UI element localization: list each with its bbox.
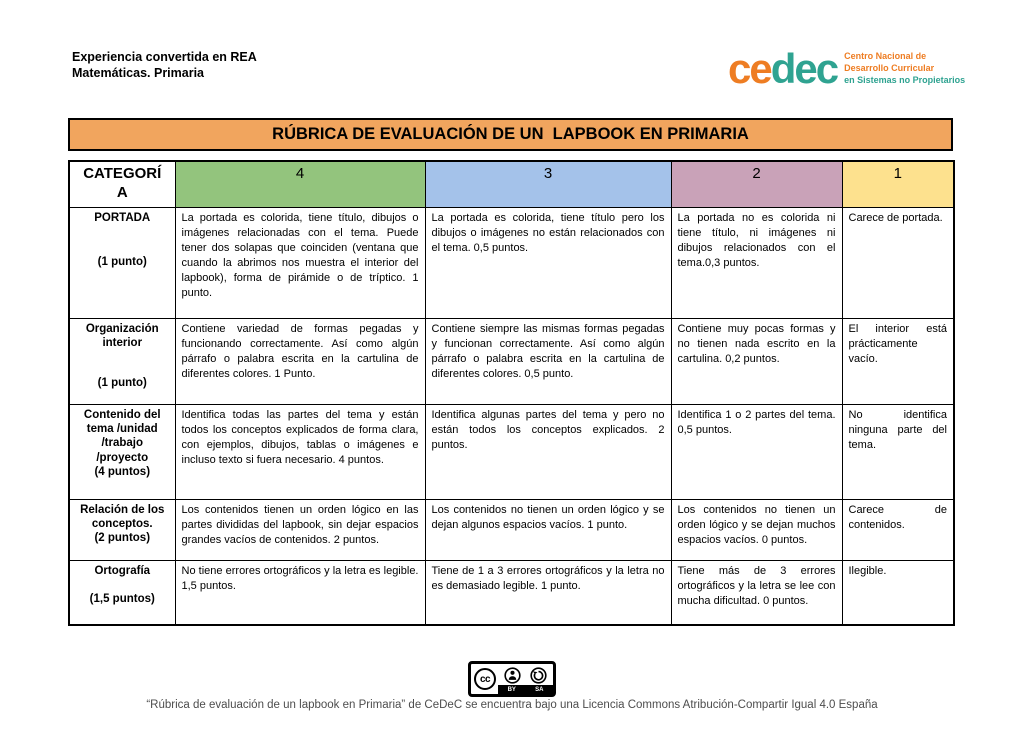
category-cell: Organización interior (1 punto) — [69, 318, 175, 404]
criterion-cell: Tiene más de 3 errores ortográficos y la letra se lee con mucha dificultad. 0 puntos. — [671, 560, 842, 625]
criterion-cell: Identifica 1 o 2 partes del tema. 0,5 puntos. — [671, 404, 842, 499]
cedec-logo-wordmark — [728, 45, 838, 92]
tagline-line-2: Desarrollo Curricular — [844, 63, 935, 74]
document-heading — [72, 49, 257, 82]
logo-dec: dec — [770, 45, 838, 92]
criterion-cell: Identifica todas las partes del tema y están todos los conceptos explicados de forma clara, con ejemplos, dibujos, tablas o imágenes e incluso texto si fuera necesario. 4 puntos. — [175, 404, 425, 499]
level-header-2: 2 — [671, 161, 842, 207]
cc-by-label: BY — [507, 686, 516, 693]
rubric-header-row — [69, 161, 954, 207]
rubric-title-bar — [68, 118, 953, 151]
criterion-cell: No identifica ninguna parte del tema. — [842, 404, 954, 499]
category-cell: Ortografía (1,5 puntos) — [69, 560, 175, 625]
license-text: “Rúbrica de evaluación de un lapbook en Primaria” de CeDeC se encuentra bajo una Licencia Commons Atribución-Compartir Igual 4.0 España — [146, 699, 878, 711]
level-header-4: 4 — [175, 161, 425, 207]
cedec-logo — [728, 45, 966, 92]
criterion-cell: Contiene variedad de formas pegadas y funcionando correctamente. Así como algún párrafo o palabra escrita en la cartulina de diferentes colores. 1 Punto. — [175, 318, 425, 404]
level-header-1: 1 — [842, 161, 954, 207]
cc-license-badge — [468, 661, 556, 697]
criterion-cell: La portada es colorida, tiene título pero los dibujos o imágenes no están relacionados con el tema. 0,5 puntos. — [425, 207, 671, 318]
table-row-relacion — [69, 499, 954, 560]
category-cell: Contenido del tema /unidad /trabajo /proyecto (4 puntos) — [69, 404, 175, 499]
criterion-cell: Los contenidos no tienen un orden lógico y se dejan algunos espacios vacíos. 1 punto. — [425, 499, 671, 560]
criterion-cell: Ilegible. — [842, 560, 954, 625]
level-header-3: 3 — [425, 161, 671, 207]
criterion-cell: El interior está prácticamente vacío. — [842, 318, 954, 404]
category-cell: Relación de los conceptos. (2 puntos) — [69, 499, 175, 560]
criterion-cell: La portada no es colorida ni tiene título, ni imágenes ni dibujos relacionados con el tema.0,3 puntos. — [671, 207, 842, 318]
tagline-line-1: Centro Nacional de — [844, 51, 927, 62]
table-row-contenido — [69, 404, 954, 499]
criterion-cell: Tiene de 1 a 3 errores ortográficos y la letra no es demasiado legible. 1 punto. — [425, 560, 671, 625]
cc-icon: cc — [474, 668, 496, 690]
category-cell: PORTADA (1 punto) — [69, 207, 175, 318]
criterion-cell: La portada es colorida, tiene título, dibujos o imágenes relacionadas con el tema. Puede tener dos solapas que coinciden (ventana que cuando la abrimos nos muestra el interior del lapbook), forma de pirámide o de tríptico. 1 punto. — [175, 207, 425, 318]
rubric-table — [68, 160, 955, 626]
table-row-ortografia — [69, 560, 954, 625]
criterion-cell: Identifica algunas partes del tema y pero no están todos los conceptos explicados. 2 puntos. — [425, 404, 671, 499]
criterion-cell: Contiene siempre las mismas formas pegadas y funcionan correctamente. Así como algún párrafo o palabra escrita en la cartulina de diferentes colores. 0,5 punto. — [425, 318, 671, 404]
cc-by-person-icon — [504, 667, 521, 684]
rubric-title: RÚBRICA DE EVALUACIÓN DE UN LAPBOOK EN PRIMARIA — [272, 125, 749, 143]
cedec-logo-tagline — [844, 51, 965, 86]
table-row-organizacion — [69, 318, 954, 404]
criterion-cell: Carece de portada. — [842, 207, 954, 318]
logo-ce: ce — [728, 45, 771, 92]
tagline-line-3: en Sistemas no Propietarios — [844, 74, 966, 85]
cc-sa-arrow-icon — [530, 667, 547, 684]
criterion-cell: Contiene muy pocas formas y no tienen nada escrito en la cartulina. 0,2 puntos. — [671, 318, 842, 404]
criterion-cell: Carece de contenidos. — [842, 499, 954, 560]
criterion-cell: No tiene errores ortográficos y la letra es legible. 1,5 puntos. — [175, 560, 425, 625]
cc-sa-label: SA — [535, 686, 544, 693]
category-header-cell: CATEGORÍA — [69, 161, 175, 207]
heading-line-1: Experiencia convertida en REA — [72, 50, 257, 64]
criterion-cell: Los contenidos no tienen un orden lógico y se dejan muchos espacios vacíos. 0 puntos. — [671, 499, 842, 560]
heading-line-2: Matemáticas. Primaria — [72, 66, 205, 81]
table-row-portada — [69, 207, 954, 318]
criterion-cell: Los contenidos tienen un orden lógico en las partes divididas del lapbook, sin dejar espacios grandes vacíos de contenidos. 2 puntos. — [175, 499, 425, 560]
